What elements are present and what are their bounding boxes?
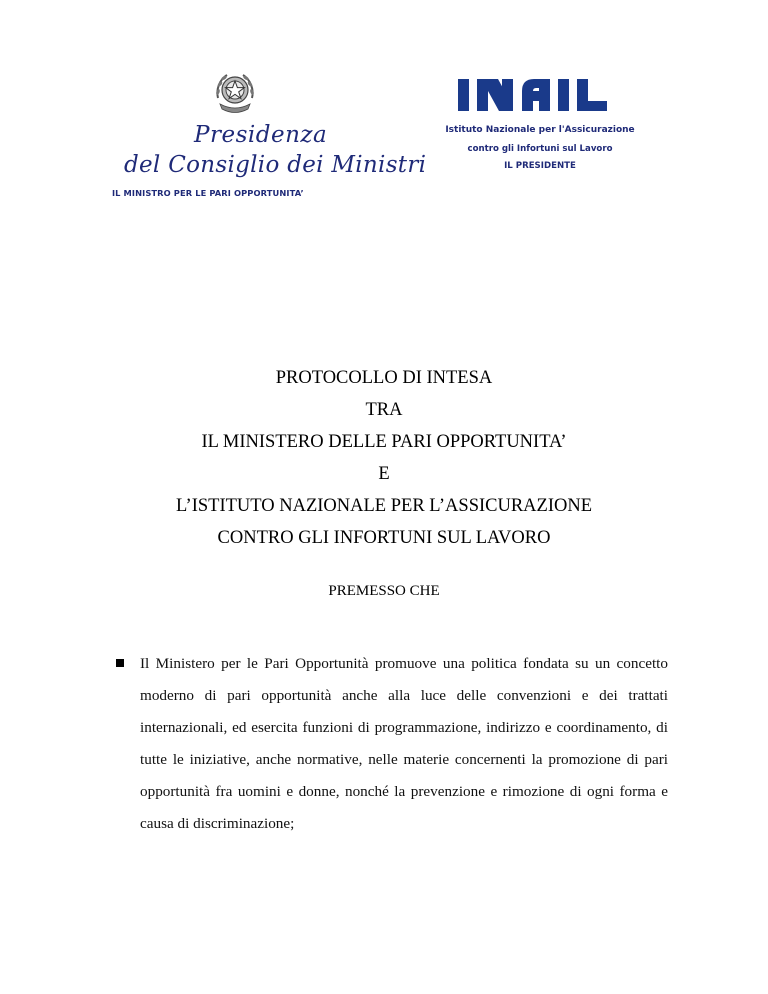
minister-heading: IL MINISTRO PER LE PARI OPPORTUNITA’ bbox=[112, 188, 304, 198]
title-line: L’ISTITUTO NAZIONALE PER L’ASSICURAZIONE bbox=[175, 496, 593, 516]
title-line: PROTOCOLLO DI INTESA bbox=[275, 368, 493, 388]
title-line: E bbox=[378, 464, 390, 484]
inail-name-line2: contro gli Infortuni sul Lavoro bbox=[467, 144, 613, 154]
title-line: IL MINISTERO DELLE PARI OPPORTUNITA’ bbox=[201, 432, 567, 452]
title-line: CONTRO GLI INFORTUNI SUL LAVORO bbox=[217, 528, 551, 548]
protocol-title bbox=[0, 362, 768, 554]
inail-name-line1: Istituto Nazionale per l'Assicurazione bbox=[445, 125, 635, 135]
presidenza-title-line1: Presidenza bbox=[194, 122, 328, 148]
premesso-heading: PREMESSO CHE bbox=[328, 583, 440, 599]
title-line: TRA bbox=[365, 400, 403, 420]
italian-republic-emblem-icon bbox=[210, 68, 260, 116]
body-paragraph: Il Ministero per le Pari Opportunità promuove una politica fondata su un concetto moderno di pari opportunità anche alla luce delle convenzioni e dei trattati internazionali, ed esercita funzioni di programmazione, indirizzo e coordinamento, di tutte le iniziative, anche normative, nelle materie concernenti la promozione di pari opportunità fra uomini e donne, nonché la prevenzione e rimozione di ogni forma e causa di discriminazione; bbox=[140, 655, 668, 832]
square-bullet-icon bbox=[116, 659, 124, 667]
inail-logo bbox=[458, 79, 626, 111]
inail-president-heading: IL PRESIDENTE bbox=[504, 161, 576, 171]
presidenza-title-line2: del Consiglio dei Ministri bbox=[124, 152, 427, 178]
